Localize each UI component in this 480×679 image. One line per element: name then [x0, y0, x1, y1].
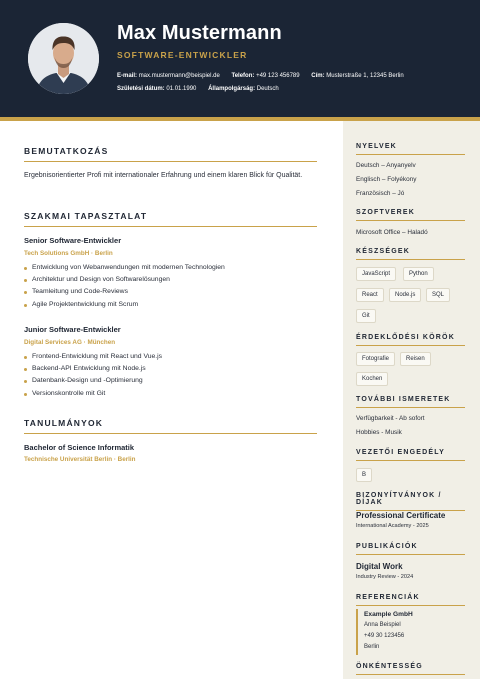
- interest-tag: Kochen: [356, 372, 388, 386]
- avatar: [28, 23, 99, 94]
- job-company: Tech Solutions GmbH · Berlin: [24, 250, 113, 257]
- reference-city: Berlin: [364, 644, 380, 650]
- degree-school: Technische Universität Berlin · Berlin: [24, 456, 136, 463]
- skill-tag-python: Python: [403, 267, 434, 281]
- job-company: Digital Services AG · München: [24, 339, 116, 346]
- reference-card: [356, 609, 465, 655]
- birth-value: 01.01.1990: [166, 86, 197, 92]
- summary-text: Ergebnisorientierter Profi mit internationaler Erfahrung und einem klaren Blick für Qualität.: [24, 172, 303, 179]
- license-tag: B: [356, 468, 372, 482]
- certificate-title: Professional Certificate: [356, 511, 446, 520]
- skill-tag-sql: SQL: [426, 288, 450, 302]
- list-item: Agile Projektentwicklung mit Scrum: [24, 299, 317, 311]
- certificate-subtitle: International Academy - 2025: [356, 523, 429, 529]
- summary-heading: BEMUTATKOZÁS: [24, 146, 317, 162]
- phone-value[interactable]: +49 123 456789: [256, 73, 300, 79]
- degree-title: Bachelor of Science Informatik: [24, 443, 135, 452]
- profile-photo: [28, 23, 99, 94]
- email-value[interactable]: max.mustermann@beispiel.de: [138, 73, 220, 79]
- language-item: Englisch – Folyékony: [356, 176, 417, 183]
- extra-item: Verfügbarkeit - Ab sofort: [356, 415, 425, 422]
- publication-title: Digital Work: [356, 562, 403, 571]
- reference-company: Example GmbH: [364, 611, 413, 618]
- list-item: Architektur und Design von Softwarelösungen: [24, 274, 317, 286]
- contact-line-2: [117, 86, 289, 92]
- license-heading: VEZETŐI ENGEDÉLY: [356, 449, 465, 461]
- language-item: Deutsch – Anyanyelv: [356, 162, 416, 169]
- extra-heading: TOVÁBBI ISMERETEK: [356, 396, 465, 408]
- skill-tag-javascript: JavaScript: [356, 267, 396, 281]
- contact-line-1: [117, 73, 414, 79]
- email-label: E-mail:: [117, 73, 138, 79]
- list-item: Frontend-Entwicklung mit React und Vue.js: [24, 351, 317, 363]
- skill-tag-nodejs: Node.js: [389, 288, 421, 302]
- skill-tag-git: Git: [356, 309, 376, 323]
- skills-heading: KÉSZSÉGEK: [356, 248, 465, 260]
- software-item: Microsoft Office – Haladó: [356, 229, 428, 236]
- certificates-heading: BIZONYÍTVÁNYOK / DÍJAK: [356, 492, 465, 511]
- interest-tag: Reisen: [400, 352, 431, 366]
- address-value: Musterstraße 1, 12345 Berlin: [326, 73, 404, 79]
- candidate-name: Max Mustermann: [117, 22, 282, 44]
- reference-phone[interactable]: +49 30 123456: [364, 633, 405, 639]
- nationality-value: Deutsch: [256, 86, 279, 92]
- references-heading: REFERENCIÁK: [356, 594, 465, 606]
- volunteering-heading: ÖNKÉNTESSÉG: [356, 663, 465, 675]
- list-item: Teamleitung und Code-Reviews: [24, 286, 317, 298]
- job-bullets: [24, 262, 317, 311]
- main-column: [0, 121, 343, 679]
- list-item: Backend-API Entwicklung mit Node.js: [24, 363, 317, 375]
- candidate-role: SOFTWARE-ENTWICKLER: [117, 50, 248, 60]
- list-item: Versionskontrolle mit Git: [24, 388, 317, 400]
- education-heading: TANULMÁNYOK: [24, 418, 317, 434]
- experience-heading: SZAKMAI TAPASZTALAT: [24, 211, 317, 227]
- interest-tag: Fotografie: [356, 352, 395, 366]
- language-item: Französisch – Jó: [356, 190, 405, 197]
- birth-label: Születési dátum:: [117, 86, 165, 92]
- job-title: Junior Software-Entwickler: [24, 325, 121, 334]
- publication-subtitle: Industry Review - 2024: [356, 574, 414, 580]
- list-item: Datenbank-Design und -Optimierung: [24, 375, 317, 387]
- languages-heading: NYELVEK: [356, 143, 465, 155]
- publications-heading: PUBLIKÁCIÓK: [356, 543, 465, 555]
- phone-label: Telefon:: [231, 73, 255, 79]
- interests-heading: ÉRDEKLŐDÉSI KÖRÖK: [356, 334, 465, 346]
- software-heading: SZOFTVEREK: [356, 209, 465, 221]
- job-bullets: [24, 351, 317, 400]
- nationality-label: Állampolgárság:: [208, 86, 256, 92]
- job-title: Senior Software-Entwickler: [24, 236, 122, 245]
- header-banner: [0, 0, 480, 117]
- extra-item: Hobbies - Musik: [356, 429, 402, 436]
- list-item: Entwicklung von Webanwendungen mit modernen Technologien: [24, 262, 317, 274]
- address-label: Cím:: [311, 73, 325, 79]
- skill-tag-react: React: [356, 288, 384, 302]
- reference-person: Anna Beispiel: [364, 622, 401, 628]
